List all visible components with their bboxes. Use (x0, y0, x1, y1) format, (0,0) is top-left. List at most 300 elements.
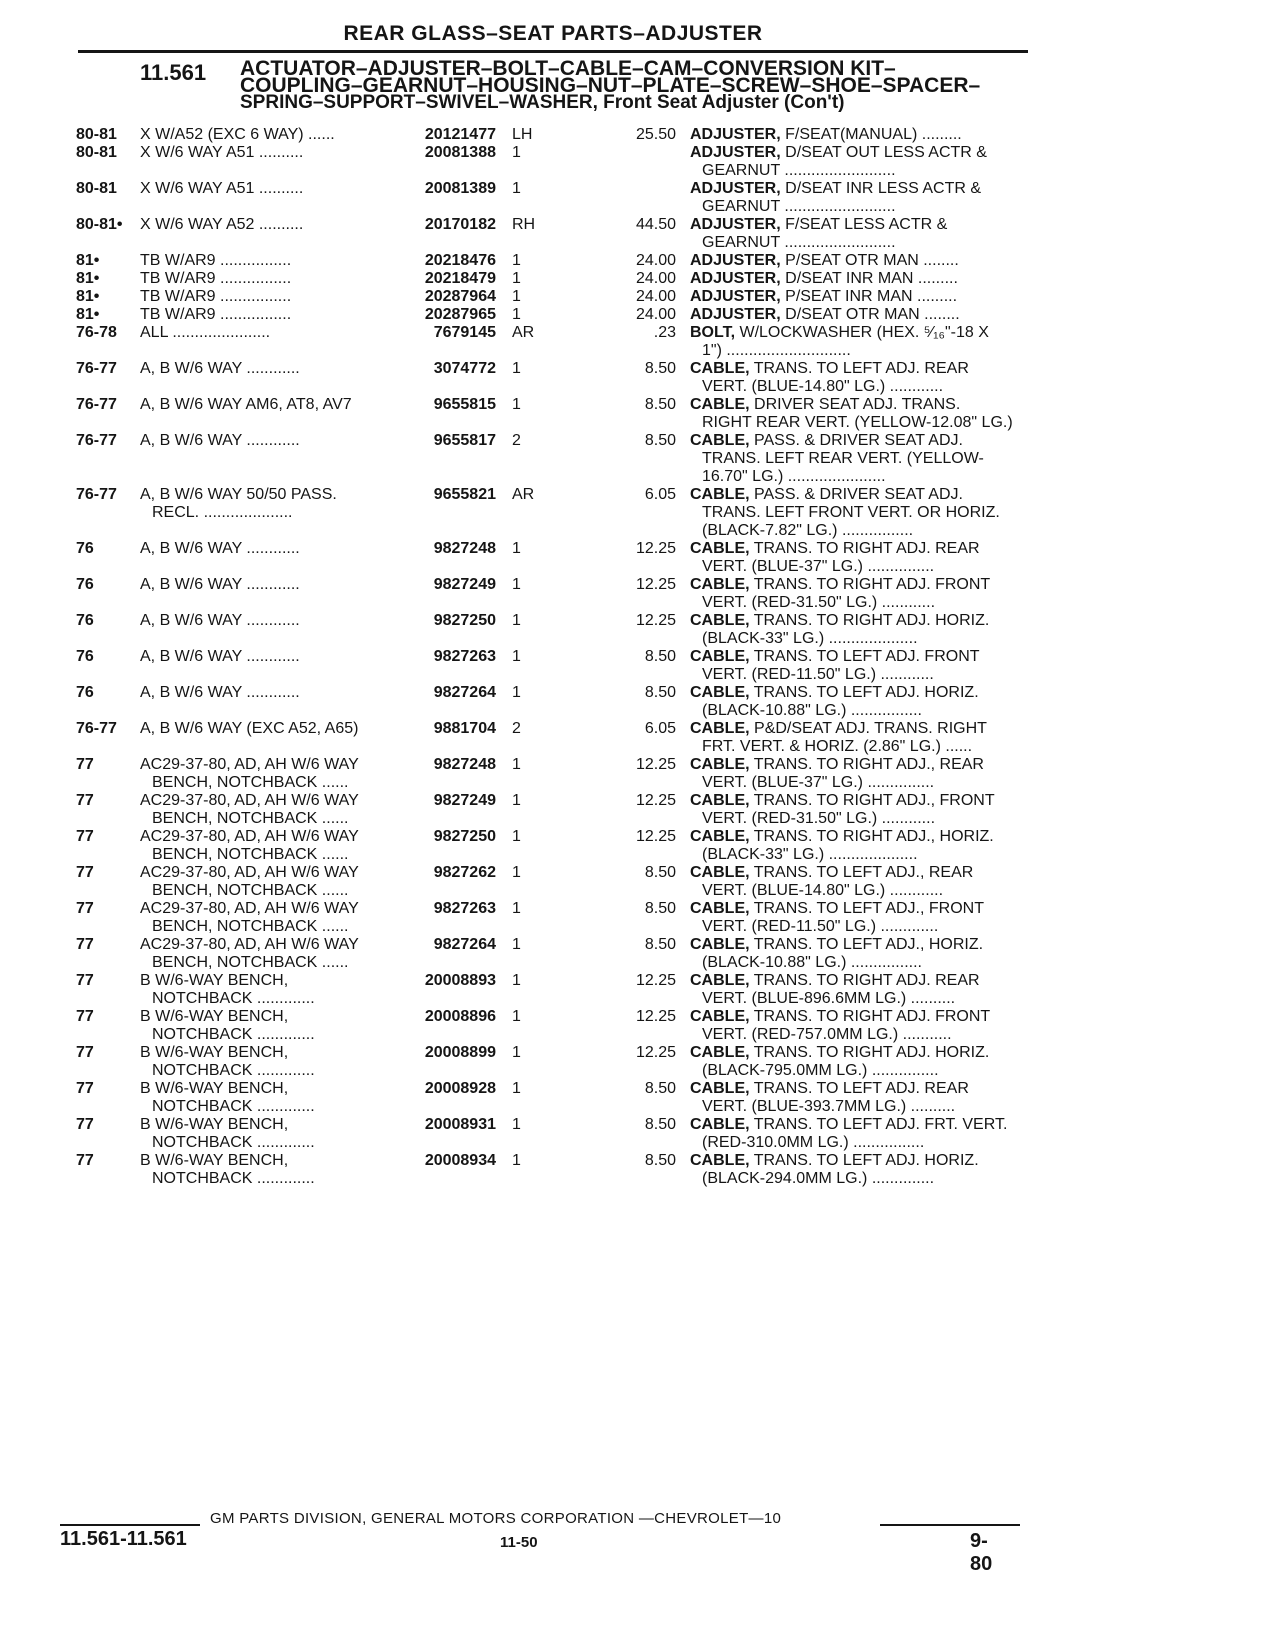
part-row (70, 288, 1030, 306)
price: 8.50 (644, 1152, 676, 1169)
model-application (140, 1044, 390, 1080)
part-name: ADJUSTER, (690, 126, 781, 143)
model-application (140, 126, 390, 144)
description-line (690, 972, 1040, 990)
description-line (690, 1008, 1040, 1026)
part-row (70, 432, 1030, 486)
description-text: TRANS. TO RIGHT ADJ. REAR (753, 540, 980, 557)
price: 8.50 (644, 360, 676, 377)
part-row (70, 324, 1030, 360)
price: 24.00 (635, 270, 676, 287)
year-range: 76-77 (76, 486, 117, 503)
part-row (70, 396, 1030, 432)
description-line: VERT. (RED-31.50" LG.) ............ (702, 810, 936, 827)
year-range: 76 (76, 684, 94, 701)
description-text: PASS. & DRIVER SEAT ADJ. (754, 432, 963, 449)
quantity: 1 (512, 306, 521, 323)
model-application (140, 252, 390, 270)
model-application (140, 936, 390, 972)
description-line (690, 900, 1040, 918)
model-line: TB W/AR9 ................ (140, 252, 292, 269)
part-number: 9655815 (433, 396, 496, 413)
part-description (690, 540, 1040, 576)
description-text: PASS. & DRIVER SEAT ADJ. (754, 486, 963, 503)
part-row (70, 972, 1030, 1008)
description-line (690, 270, 1040, 288)
part-number: 9827249 (433, 576, 496, 593)
model-application (140, 540, 390, 558)
part-number: 20121477 (424, 126, 496, 143)
part-number: 20008899 (424, 1044, 496, 1061)
price: 12.25 (635, 756, 676, 773)
part-description (690, 936, 1040, 972)
part-number: 20008934 (424, 1152, 496, 1169)
part-name: CABLE, (690, 486, 750, 503)
part-number: 9827264 (433, 684, 496, 701)
part-number: 9881704 (433, 720, 496, 737)
quantity: 1 (512, 936, 521, 953)
model-line: B W/6-WAY BENCH, (140, 972, 289, 989)
part-name: CABLE, (690, 432, 750, 449)
part-number: 20008928 (424, 1080, 496, 1097)
description-text: TRANS. TO RIGHT ADJ. HORIZ. (753, 1044, 990, 1061)
quantity: 1 (512, 828, 521, 845)
description-text: D/SEAT OUT LESS ACTR & (785, 144, 987, 161)
model-line: BENCH, NOTCHBACK ...... (152, 810, 349, 827)
price: 6.05 (644, 720, 676, 737)
quantity: 1 (512, 1152, 521, 1169)
quantity: LH (512, 126, 533, 143)
description-text: TRANS. TO RIGHT ADJ., HORIZ. (753, 828, 994, 845)
model-line: NOTCHBACK ............. (152, 1170, 315, 1187)
description-text: TRANS. TO LEFT ADJ. HORIZ. (753, 684, 979, 701)
parts-list (70, 126, 1030, 1188)
description-line: RIGHT REAR VERT. (YELLOW-12.08" LG.) (702, 414, 1013, 431)
model-line: BENCH, NOTCHBACK ...... (152, 846, 349, 863)
part-name: CABLE, (690, 1008, 750, 1025)
year-range: 76 (76, 648, 94, 665)
model-line: AC29-37-80, AD, AH W/6 WAY (140, 864, 359, 881)
part-name: CABLE, (690, 864, 750, 881)
part-row (70, 126, 1030, 144)
quantity: 1 (512, 684, 521, 701)
model-line: A, B W/6 WAY (EXC A52, A65) (140, 720, 359, 737)
part-description (690, 126, 1040, 144)
model-application (140, 756, 390, 792)
part-description (690, 306, 1040, 324)
year-range: 76-77 (76, 396, 117, 413)
price: 12.25 (635, 1044, 676, 1061)
description-line: (BLACK-10.88" LG.) ................ (702, 954, 922, 971)
model-line: TB W/AR9 ................ (140, 288, 292, 305)
model-line: RECL. .................... (152, 504, 293, 521)
description-line (690, 288, 1040, 306)
model-line: A, B W/6 WAY ............ (140, 540, 300, 557)
part-description (690, 1008, 1040, 1044)
model-application (140, 828, 390, 864)
description-line: GEARNUT ......................... (702, 198, 896, 215)
year-range: 76-77 (76, 720, 117, 737)
quantity: 1 (512, 576, 521, 593)
description-text: D/SEAT INR MAN ......... (785, 270, 958, 287)
model-application (140, 288, 390, 306)
part-number: 9827250 (433, 828, 496, 845)
model-application (140, 324, 390, 342)
part-name: CABLE, (690, 1116, 750, 1133)
model-application (140, 972, 390, 1008)
part-name: ADJUSTER, (690, 270, 781, 287)
page-footer (60, 1502, 1010, 1575)
part-number: 20081388 (424, 144, 496, 161)
model-application (140, 684, 390, 702)
description-line: 1") ............................ (702, 342, 851, 359)
part-name: CABLE, (690, 648, 750, 665)
part-description (690, 612, 1040, 648)
description-text: TRANS. TO LEFT ADJ. REAR (753, 1080, 969, 1097)
part-name: CABLE, (690, 936, 750, 953)
price: 12.25 (635, 972, 676, 989)
year-range: 81• (76, 270, 100, 287)
model-application (140, 144, 390, 162)
part-number: 20218479 (424, 270, 496, 287)
year-range: 77 (76, 828, 94, 845)
model-line: NOTCHBACK ............. (152, 1062, 315, 1079)
description-line (690, 396, 1040, 414)
description-line: TRANS. LEFT FRONT VERT. OR HORIZ. (702, 504, 1000, 521)
group-description-line: ACTUATOR–ADJUSTER–BOLT–CABLE–CAM–CONVERSION KIT– (240, 57, 896, 80)
description-line: VERT. (BLUE-37" LG.) ............... (702, 774, 935, 791)
model-application (140, 648, 390, 666)
footer-page-number: 11-50 (500, 1534, 538, 1551)
model-line: X W/A52 (EXC 6 WAY) ...... (140, 126, 335, 143)
description-line: (BLACK-33" LG.) .................... (702, 846, 918, 863)
quantity: 1 (512, 396, 521, 413)
description-text: P/SEAT OTR MAN ........ (785, 252, 959, 269)
year-range: 76-78 (76, 324, 117, 341)
description-line (690, 540, 1040, 558)
part-description (690, 792, 1040, 828)
model-line: TB W/AR9 ................ (140, 270, 292, 287)
quantity: RH (512, 216, 536, 233)
description-text: TRANS. TO RIGHT ADJ. REAR (753, 972, 980, 989)
price: 12.25 (635, 1008, 676, 1025)
part-name: CABLE, (690, 792, 750, 809)
model-application (140, 720, 390, 738)
quantity: 1 (512, 792, 521, 809)
price: 24.00 (635, 288, 676, 305)
part-description (690, 252, 1040, 270)
part-description (690, 144, 1040, 180)
year-range: 76 (76, 612, 94, 629)
part-row (70, 828, 1030, 864)
model-line: AC29-37-80, AD, AH W/6 WAY (140, 828, 359, 845)
part-description (690, 576, 1040, 612)
model-line: TB W/AR9 ................ (140, 306, 292, 323)
description-text: TRANS. TO LEFT ADJ., HORIZ. (753, 936, 984, 953)
year-range: 77 (76, 1008, 94, 1025)
part-row (70, 936, 1030, 972)
description-line: (BLACK-294.0MM LG.) .............. (702, 1170, 935, 1187)
description-line (690, 720, 1040, 738)
quantity: 1 (512, 756, 521, 773)
model-application (140, 864, 390, 900)
model-application (140, 396, 390, 414)
description-text: F/SEAT(MANUAL) ......... (785, 126, 962, 143)
description-line: (BLACK-10.88" LG.) ................ (702, 702, 922, 719)
description-line (690, 486, 1040, 504)
model-line: NOTCHBACK ............. (152, 990, 315, 1007)
part-description (690, 270, 1040, 288)
price: 8.50 (644, 1116, 676, 1133)
year-range: 76 (76, 576, 94, 593)
description-line: VERT. (RED-31.50" LG.) ............ (702, 594, 936, 611)
model-line: BENCH, NOTCHBACK ...... (152, 954, 349, 971)
description-text: TRANS. TO RIGHT ADJ., FRONT (753, 792, 995, 809)
part-row (70, 216, 1030, 252)
page-header (78, 20, 1028, 53)
model-line: NOTCHBACK ............. (152, 1134, 315, 1151)
part-description (690, 288, 1040, 306)
quantity: 2 (512, 720, 521, 737)
part-name: CABLE, (690, 576, 750, 593)
part-description (690, 756, 1040, 792)
part-description (690, 720, 1040, 756)
model-line: B W/6-WAY BENCH, (140, 1116, 289, 1133)
part-description (690, 972, 1040, 1008)
quantity: 1 (512, 648, 521, 665)
part-row (70, 756, 1030, 792)
year-range: 80-81• (76, 216, 123, 233)
part-description (690, 180, 1040, 216)
model-application (140, 270, 390, 288)
price: 44.50 (635, 216, 676, 233)
year-range: 77 (76, 1152, 94, 1169)
model-line: A, B W/6 WAY ............ (140, 360, 300, 377)
model-application (140, 792, 390, 828)
model-line: BENCH, NOTCHBACK ...... (152, 918, 349, 935)
part-row (70, 576, 1030, 612)
model-line: BENCH, NOTCHBACK ...... (152, 774, 349, 791)
quantity: 1 (512, 1116, 521, 1133)
description-text: D/SEAT OTR MAN ........ (785, 306, 960, 323)
part-description (690, 648, 1040, 684)
description-line: VERT. (RED-11.50" LG.) ............. (702, 918, 939, 935)
quantity: 1 (512, 612, 521, 629)
model-application (140, 306, 390, 324)
part-number: 20287965 (424, 306, 496, 323)
part-row (70, 306, 1030, 324)
year-range: 81• (76, 288, 100, 305)
part-name: ADJUSTER, (690, 252, 781, 269)
description-text: P&D/SEAT ADJ. TRANS. RIGHT (754, 720, 987, 737)
description-line (690, 1080, 1040, 1098)
description-text: F/SEAT LESS ACTR & (785, 216, 948, 233)
year-range: 77 (76, 1116, 94, 1133)
description-text: D/SEAT INR LESS ACTR & (785, 180, 982, 197)
quantity: 1 (512, 360, 521, 377)
price: 8.50 (644, 1080, 676, 1097)
model-line: X W/6 WAY A52 .......... (140, 216, 304, 233)
price: 12.25 (635, 576, 676, 593)
group-description (240, 57, 1030, 113)
description-text: P/SEAT INR MAN ......... (785, 288, 958, 305)
footer-group-range: 11.561-11.561 (60, 1528, 187, 1550)
quantity: 1 (512, 540, 521, 557)
model-line: A, B W/6 WAY ............ (140, 648, 300, 665)
description-line (690, 936, 1040, 954)
description-text: DRIVER SEAT ADJ. TRANS. (754, 396, 961, 413)
price: 8.50 (644, 864, 676, 881)
year-range: 80-81 (76, 144, 117, 161)
part-row (70, 180, 1030, 216)
part-number: 9827249 (433, 792, 496, 809)
description-line: (BLACK-795.0MM LG.) ............... (702, 1062, 939, 1079)
model-line: X W/6 WAY A51 .......... (140, 180, 304, 197)
part-name: CABLE, (690, 828, 750, 845)
description-text: TRANS. TO LEFT ADJ., FRONT (753, 900, 984, 917)
part-row (70, 270, 1030, 288)
model-application (140, 576, 390, 594)
part-name: CABLE, (690, 360, 750, 377)
year-range: 76-77 (76, 432, 117, 449)
model-line: B W/6-WAY BENCH, (140, 1152, 289, 1169)
part-row (70, 486, 1030, 540)
part-row (70, 720, 1030, 756)
part-name: CABLE, (690, 1152, 750, 1169)
price: 12.25 (635, 612, 676, 629)
price: 25.50 (635, 126, 676, 143)
year-range: 80-81 (76, 180, 117, 197)
part-number: 20008893 (424, 972, 496, 989)
part-description (690, 900, 1040, 936)
price: .23 (653, 324, 676, 341)
group-description-line: COUPLING–GEARNUT–HOUSING–NUT–PLATE–SCREW–SHOE–SPACER– (240, 74, 981, 97)
year-range: 81• (76, 306, 100, 323)
part-number: 9827264 (433, 936, 496, 953)
quantity: 1 (512, 270, 521, 287)
part-number: 9827248 (433, 756, 496, 773)
description-line (690, 1044, 1040, 1062)
part-row (70, 144, 1030, 180)
quantity: 1 (512, 288, 521, 305)
description-line: (BLACK-33" LG.) .................... (702, 630, 918, 647)
description-line (690, 684, 1040, 702)
model-line: BENCH, NOTCHBACK ...... (152, 882, 349, 899)
description-line: VERT. (BLUE-896.6MM LG.) .......... (702, 990, 956, 1007)
description-line: GEARNUT ......................... (702, 162, 896, 179)
model-line: AC29-37-80, AD, AH W/6 WAY (140, 792, 359, 809)
model-application (140, 180, 390, 198)
description-line: (BLACK-7.82" LG.) ................ (702, 522, 914, 539)
description-text: W/LOCKWASHER (HEX. ⁵⁄₁₆"-18 X (739, 324, 989, 341)
part-name: CABLE, (690, 900, 750, 917)
footer-corporation: GM PARTS DIVISION, GENERAL MOTORS CORPORATION —CHEVROLET—10 (210, 1510, 782, 1527)
part-number: 9827263 (433, 648, 496, 665)
year-range: 77 (76, 756, 94, 773)
model-application (140, 1080, 390, 1116)
year-range: 76 (76, 540, 94, 557)
model-line: A, B W/6 WAY 50/50 PASS. (140, 486, 337, 503)
part-row (70, 792, 1030, 828)
part-row (70, 900, 1030, 936)
part-number: 20287964 (424, 288, 496, 305)
part-number: 9655817 (433, 432, 496, 449)
price: 12.25 (635, 540, 676, 557)
model-line: AC29-37-80, AD, AH W/6 WAY (140, 900, 359, 917)
part-name: CABLE, (690, 396, 750, 413)
description-line: 16.70" LG.) ...................... (702, 468, 886, 485)
model-application (140, 486, 390, 522)
model-line: B W/6-WAY BENCH, (140, 1044, 289, 1061)
model-line: A, B W/6 WAY AM6, AT8, AV7 (140, 396, 352, 413)
part-description (690, 1080, 1040, 1116)
description-line (690, 144, 1040, 162)
year-range: 81• (76, 252, 100, 269)
part-name: CABLE, (690, 684, 750, 701)
part-name: CABLE, (690, 756, 750, 773)
description-line (690, 828, 1040, 846)
description-text: TRANS. TO RIGHT ADJ., REAR (753, 756, 984, 773)
description-text: TRANS. TO RIGHT ADJ. FRONT (753, 576, 991, 593)
part-name: CABLE, (690, 612, 750, 629)
quantity: 1 (512, 1008, 521, 1025)
model-line: X W/6 WAY A51 .......... (140, 144, 304, 161)
part-row (70, 1044, 1030, 1080)
description-line (690, 648, 1040, 666)
part-number: 20008931 (424, 1116, 496, 1133)
part-number: 3074772 (433, 360, 496, 377)
price: 24.00 (635, 306, 676, 323)
part-row (70, 1080, 1030, 1116)
description-line (690, 360, 1040, 378)
part-row (70, 252, 1030, 270)
year-range: 80-81 (76, 126, 117, 143)
part-number: 20170182 (424, 216, 496, 233)
footer-rule-right (880, 1524, 1020, 1526)
part-description (690, 432, 1040, 486)
part-row (70, 648, 1030, 684)
model-line: NOTCHBACK ............. (152, 1098, 315, 1115)
model-application (140, 216, 390, 234)
part-description (690, 360, 1040, 396)
description-text: TRANS. TO LEFT ADJ. FRT. VERT. (753, 1116, 1008, 1133)
part-row (70, 1116, 1030, 1152)
part-description (690, 486, 1040, 540)
part-number: 9827262 (433, 864, 496, 881)
model-line: A, B W/6 WAY ............ (140, 612, 300, 629)
group-description-line: SPRING–SUPPORT–SWIVEL–WASHER, Front Seat Adjuster (Con't) (240, 92, 845, 113)
year-range: 77 (76, 972, 94, 989)
model-line: A, B W/6 WAY ............ (140, 432, 300, 449)
quantity: 1 (512, 972, 521, 989)
description-line (690, 216, 1040, 234)
description-text: TRANS. TO RIGHT ADJ. FRONT (753, 1008, 991, 1025)
description-line (690, 1116, 1040, 1134)
footer-rule-left (60, 1524, 200, 1526)
part-number: 9827248 (433, 540, 496, 557)
part-row (70, 540, 1030, 576)
part-row (70, 1152, 1030, 1188)
description-line (690, 756, 1040, 774)
page-title: REAR GLASS–SEAT PARTS–ADJUSTER (343, 22, 763, 45)
year-range: 77 (76, 1080, 94, 1097)
price: 8.50 (644, 648, 676, 665)
description-line (690, 1152, 1040, 1170)
quantity: 1 (512, 864, 521, 881)
quantity: 1 (512, 252, 521, 269)
model-line: ALL ...................... (140, 324, 271, 341)
model-line: B W/6-WAY BENCH, (140, 1080, 289, 1097)
